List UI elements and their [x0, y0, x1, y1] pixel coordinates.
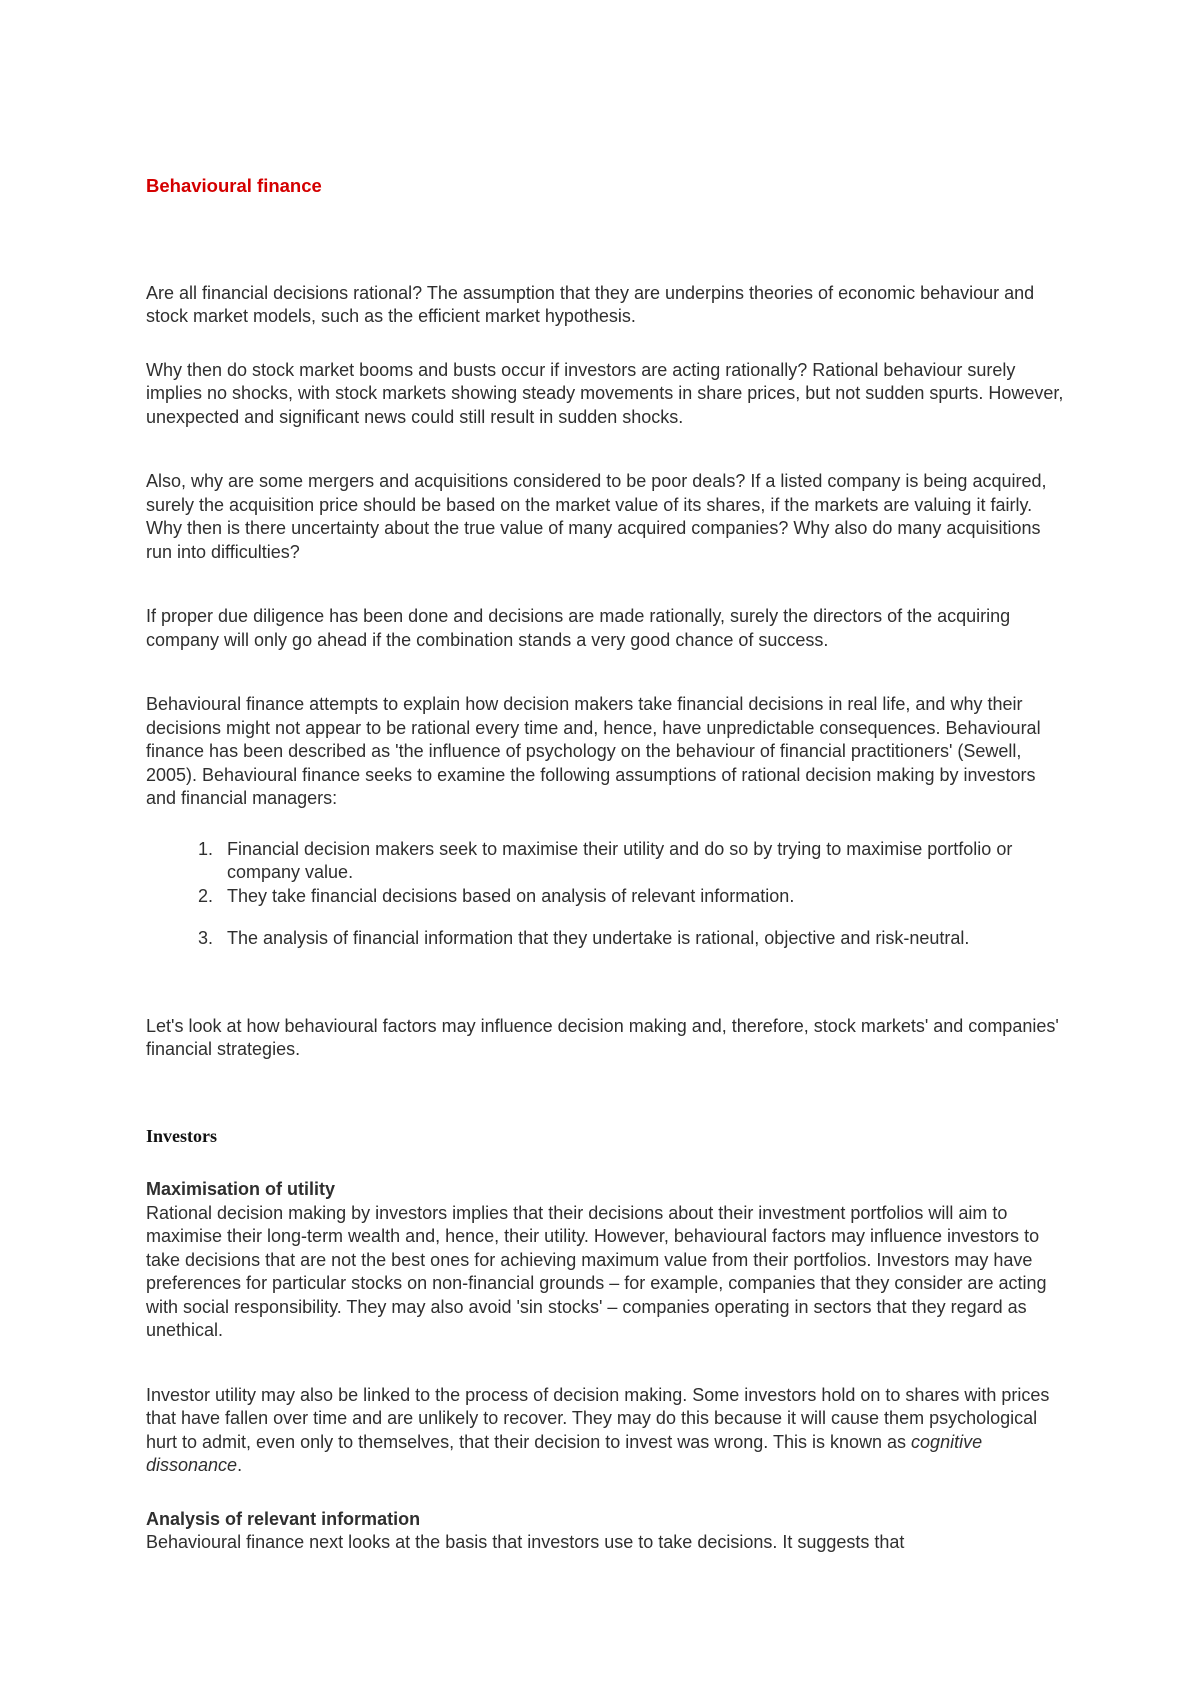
- subheading-analysis-of-relevant-information: Analysis of relevant information: [146, 1508, 421, 1529]
- paragraph-behavioural-finance-definition: Behavioural finance attempts to explain how decision makers take financial decisions in real life, and why their decisions might not appear to be rational every time and, hence, have unpredictable consequences. Behavioural finance has been described as 'the influence of psychology on the behaviour of financial practitioners' (Sewell, 2005). Behavioural finance seeks to examine the following assumptions of rational decision making by investors and financial managers:: [146, 694, 1041, 808]
- paragraph-due-diligence: If proper due diligence has been done and decisions are made rationally, surely the directors of the acquiring company will only go ahead if the combination stands a very good chance of success.: [146, 606, 1011, 650]
- paragraph-text: Investor utility may also be linked to the process of decision making. Some investors hold on to shares with prices that have fallen over time and are unlikely to recover. They may do this because it will cause them psychological hurt to admit, even only to themselves, that their decision to invest was wrong. This is known as: [146, 1384, 1050, 1452]
- document-body: [146, 174, 1066, 1555]
- paragraph-utility: Rational decision making by investors implies that their decisions about their investment portfolios will aim to maximise their long-term wealth and, hence, their utility. However, behavioural factors may influence investors to take decisions that are not the best ones for achieving maximum value from their portfolios. Investors may have preferences for particular stocks on non-financial grounds – for example, companies that they consider are acting with social responsibility. They may also avoid 'sin stocks' – companies operating in sectors that they regard as unethical.: [146, 1202, 1047, 1340]
- paragraph-end: .: [237, 1455, 243, 1475]
- paragraph-booms-and-busts: Why then do stock market booms and busts occur if investors are acting rationally? Rational behaviour surely implies no shocks, with stock markets showing steady movements in share prices, but not sudden spurts. However, unexpected and significant news could still result in sudden shocks.: [146, 359, 1064, 427]
- paragraph-cognitive-dissonance: [146, 1384, 1066, 1478]
- assumptions-list: [146, 838, 1066, 951]
- list-item: 1. Financial decision makers seek to maximise their utility and do so by trying to maximise portfolio or company value.: [218, 838, 1066, 885]
- paragraph-rational-decisions: Are all financial decisions rational? The assumption that they are underpins theories of economic behaviour and stock market models, such as the efficient market hypothesis.: [146, 282, 1035, 326]
- section-heading-investors: Investors: [146, 1125, 217, 1146]
- subheading-maximisation-of-utility: Maximisation of utility: [146, 1179, 336, 1199]
- paragraph-relevant-information: Behavioural finance next looks at the basis that investors use to take decisions. It suggests that: [146, 1532, 905, 1552]
- term-cognitive-dissonance: cognitive dissonance: [146, 1431, 983, 1475]
- paragraph-mergers-acquisitions: Also, why are some mergers and acquisitions considered to be poor deals? If a listed company is being acquired, surely the acquisition price should be based on the market value of its shares, if the markets are valuing it fairly. Why then is there uncertainty about the true value of many acquired companies? Why also do many acquisitions run into difficulties?: [146, 471, 1047, 562]
- paragraph-closing-intro: Let's look at how behavioural factors may influence decision making and, therefore, stock markets' and companies' financial strategies.: [146, 1015, 1059, 1059]
- list-item: 3. The analysis of financial information that they undertake is rational, objective and risk-neutral.: [218, 927, 1066, 951]
- list-item: 2. They take financial decisions based on analysis of relevant information.: [218, 885, 1066, 909]
- document-title: Behavioural finance: [146, 175, 322, 196]
